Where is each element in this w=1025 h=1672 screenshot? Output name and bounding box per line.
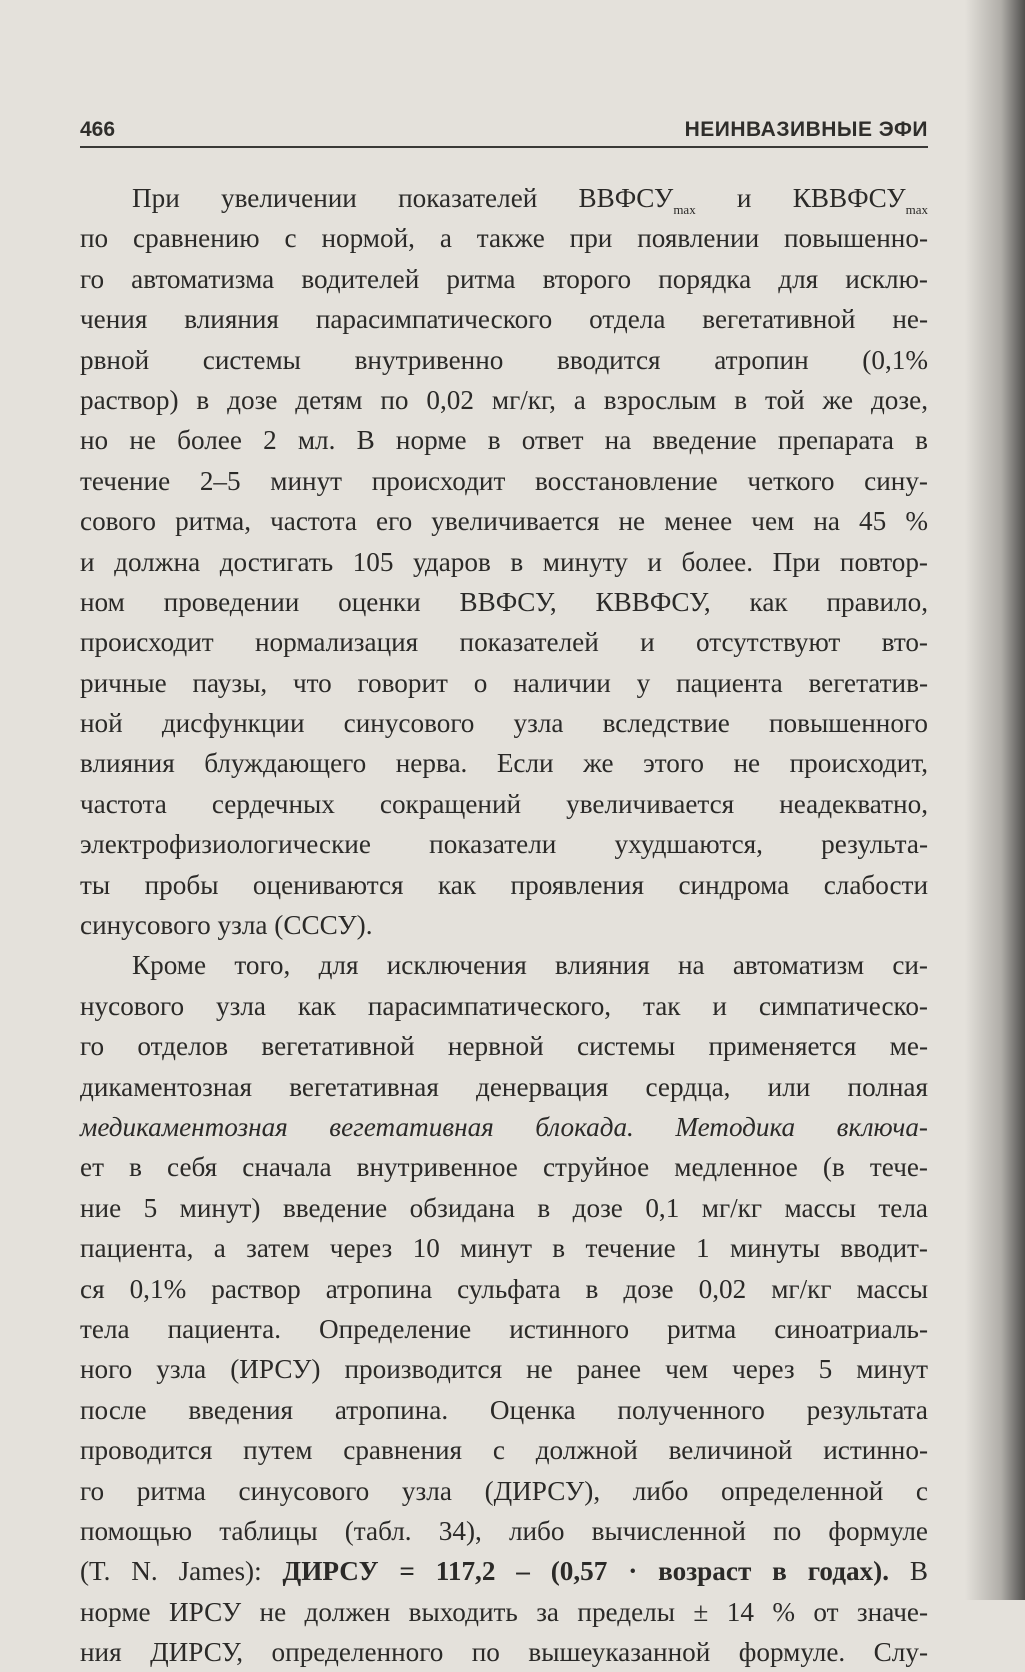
body-text <box>80 178 928 1672</box>
text-line: норме ИРСУ не должен выходить за пределы ± 14 % от значе- <box>80 1596 928 1627</box>
text-line: рвной системы внутривенно вводится атропин (0,1% <box>80 344 928 375</box>
text-line: помощью таблицы (табл. 34), либо вычисленной по формуле <box>80 1515 928 1546</box>
italic-term-line: медикаментозная вегетативная блокада. Методика включа- <box>80 1111 928 1142</box>
text-line: ния ДИРСУ, определенного по вышеуказанной формуле. Слу- <box>80 1637 928 1668</box>
paragraph-1-line-1: При увеличении показателей $ВВФСУ_{max}$ и $КВВФСУ_{max}$ <box>132 183 928 217</box>
text-line: проводится путем сравнения с должной величиной истинно- <box>80 1435 928 1466</box>
text-line: го автоматизма водителей ритма второго порядка для исклю- <box>80 263 928 294</box>
text-line: раствор) в дозе детям по 0,02 мг/кг, а взрослым в той же дозе, <box>80 384 928 415</box>
text-line: ной дисфункции синусового узла вследствие повышенного <box>80 708 928 739</box>
text-line: ет в себя сначала внутривенное струйное медленное (в тече- <box>80 1152 928 1183</box>
text-line: электрофизиологические показатели ухудшаются, результа- <box>80 829 928 860</box>
text-line: по сравнению с нормой, а также при появлении повышенно- <box>80 223 928 254</box>
text-line: дикаментозная вегетативная денервация сердца, или полная <box>80 1071 928 1102</box>
text-line: но не более 2 мл. В норме в ответ на введение препарата в <box>80 425 928 456</box>
text-line: го ритма синусового узла (ДИРСУ), либо определенной с <box>80 1475 928 1506</box>
running-title: НЕИНВАЗИВНЫЕ ЭФИ <box>684 118 928 141</box>
text-line: ся 0,1% раствор атропина сульфата в дозе 0,02 мг/кг массы <box>80 1273 928 1304</box>
page-number: 466 <box>80 118 116 141</box>
page-header <box>80 116 928 148</box>
text-line: чения влияния парасимпатического отдела вегетативной не- <box>80 304 928 335</box>
text-line: ние 5 минут) введение обзидана в дозе 0,1 мг/кг массы тела <box>80 1192 928 1223</box>
text-line: сового ритма, частота его увеличивается не менее чем на 45 % <box>80 506 928 537</box>
text-line: после введения атропина. Оценка полученного результата <box>80 1394 928 1425</box>
text-line: пациента, а затем через 10 минут в течение 1 минуты вводит- <box>80 1233 928 1264</box>
text-line: происходит нормализация показателей и отсутствуют вто- <box>80 627 928 658</box>
text-line: влияния блуждающего нерва. Если же этого не происходит, <box>80 748 928 779</box>
text-line: ного узла (ИРСУ) производится не ранее чем через 5 минут <box>80 1354 928 1385</box>
text-line: и должна достигать 105 ударов в минуту и более. При повтор- <box>80 546 928 577</box>
page-edge-shadow <box>965 0 1025 1600</box>
formula: ДИРСУ = 117,2 – (0,57 · возраст в годах). <box>282 1556 889 1587</box>
text-line: течение 2–5 минут происходит восстановление четкого сину- <box>80 465 928 496</box>
text-line: го отделов вегетативной нервной системы применяется ме- <box>80 1031 928 1062</box>
text-line: ты пробы оцениваются как проявления синдрома слабости <box>80 869 928 900</box>
formula-line: (T. N. James): ДИРСУ = 117,2 – (0,57 · возраст в годах). В <box>80 1556 928 1587</box>
text-line: синусового узла (СССУ). <box>80 910 373 941</box>
text-line: ном проведении оценки ВВФСУ, КВВФСУ, как правило, <box>80 586 928 617</box>
text-line: тела пациента. Определение истинного ритма синоатриаль- <box>80 1313 928 1344</box>
text-line: частота сердечных сокращений увеличивается неадекватно, <box>80 788 928 819</box>
text-line: ричные паузы, что говорит о наличии у пациента вегетатив- <box>80 667 928 698</box>
text-line: нусового узла как парасимпатического, так и симпатическо- <box>80 990 928 1021</box>
paragraph-2-line-1: Кроме того, для исключения влияния на автоматизм си- <box>132 950 928 981</box>
